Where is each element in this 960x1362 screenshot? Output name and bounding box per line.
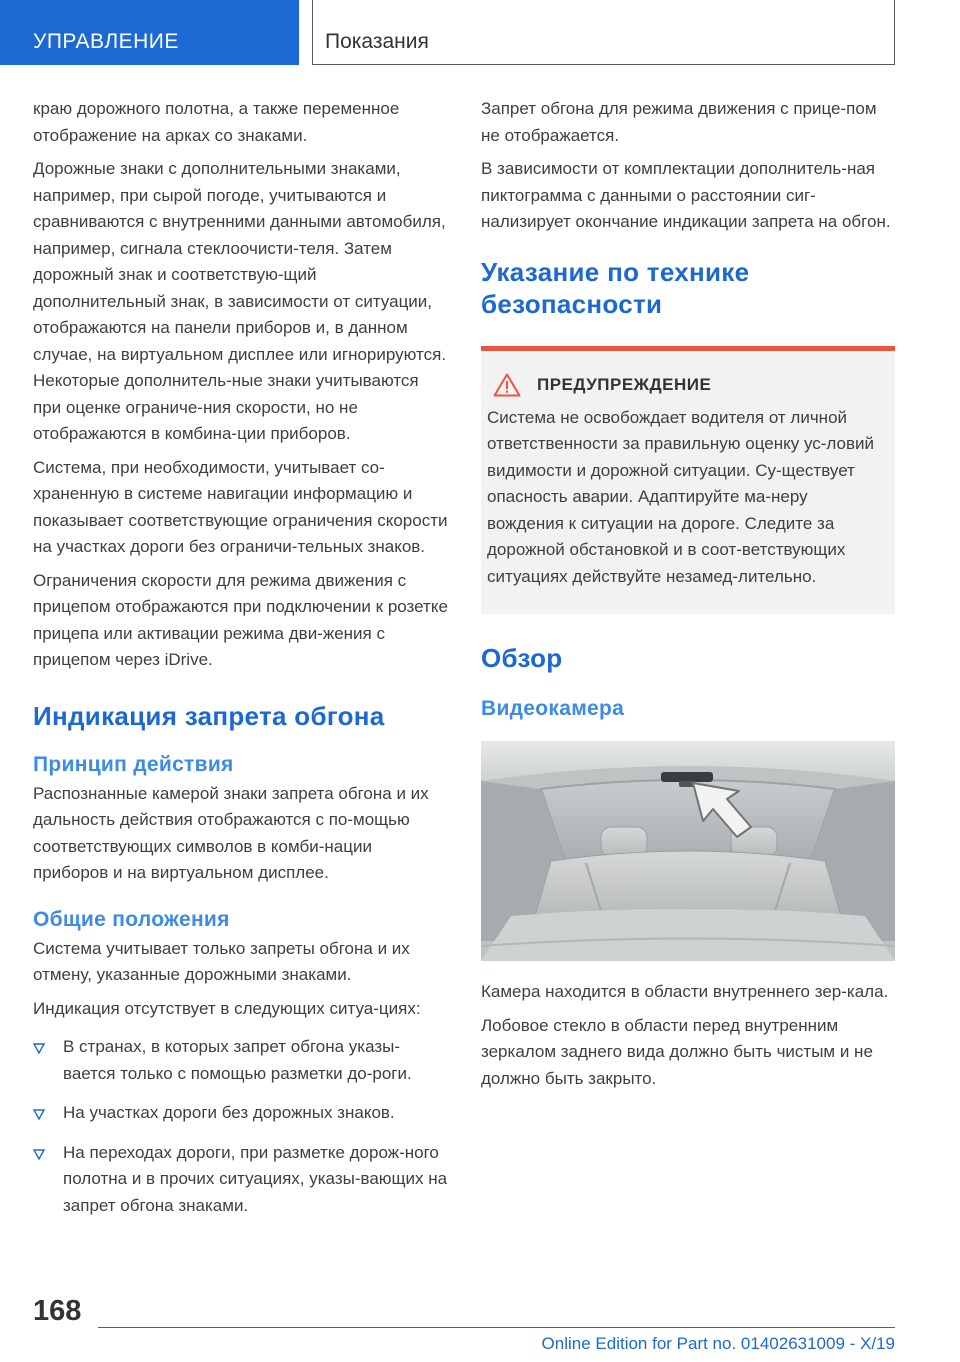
- paragraph: Система, при необходимости, учитывает со-храненную в системе навигации информацию и показывает соответствующие ограничения скорости на участках дороги без ограничи-тельных знаков.: [33, 457, 448, 556]
- right-column: [481, 96, 895, 1099]
- list-item-text: На переходах дороги, при разметке дорож-ного полотна и в прочих ситуациях, указы-вающих на запрет обгона знаками.: [63, 1142, 448, 1215]
- warning-title: ПРЕДУПРЕЖДЕНИЕ: [537, 374, 712, 394]
- paragraph: Лобовое стекло в области перед внутренним зеркалом заднего вида должно быть чистым и не должно быть закрыто.: [481, 1015, 873, 1088]
- situations-list: [33, 1034, 448, 1219]
- heading-general: Общие положения: [33, 907, 230, 931]
- paragraph: Запрет обгона для режима движения с прице-пом не отображается.: [481, 99, 877, 145]
- footer-edition-link[interactable]: Online Edition for Part no. 01402631009 - X/19: [541, 1334, 895, 1353]
- paragraph: В зависимости от комплектации дополнитель-ная пиктограмма с данными о расстоянии сиг-нализирует окончание индикации запрета на обгон.: [481, 159, 891, 231]
- camera-location-image: [481, 741, 895, 961]
- topic-title: Показания: [312, 0, 895, 65]
- heading-overview: Обзор: [481, 643, 563, 673]
- heading-safety: Указание по технике безопасности: [481, 256, 750, 319]
- heading-camera: Видеокамера: [481, 697, 625, 720]
- list-item-text: На участках дороги без дорожных знаков.: [63, 1103, 395, 1122]
- warning-header: [489, 373, 889, 397]
- paragraph: Индикация отсутствует в следующих ситуа-циях:: [33, 998, 421, 1018]
- triangle-bullet-icon: [33, 1043, 45, 1054]
- heading-no-overtaking: Индикация запрета обгона: [33, 700, 385, 731]
- paragraph: Распознанные камерой знаки запрета обгона и их дальность действия отображаются с по-мощью соответствующих символов в комби-нации приборов и на виртуальном дисплее.: [33, 783, 429, 882]
- triangle-bullet-icon: [33, 1149, 45, 1160]
- paragraph: Дорожные знаки с дополнительными знаками, например, при сырой погоде, учитываются и сравниваются с внутренними данными автомобиля, например, сигнала стеклоочисти-теля. Затем дорожный знак и соответствую-щий дополнительный знак, в зависимости от ситуации, отображаются на панели приборов и, в данном случае, на виртуальном дисплее или игнорируются. Некоторые дополнитель-ные знаки учитываются при оценке ограниче-ния скорости, но не отображаются в комбина-ции приборов.: [33, 159, 447, 443]
- page-number: 168: [33, 1295, 82, 1327]
- list-item: [33, 1034, 448, 1087]
- list-item: [33, 1100, 448, 1127]
- triangle-bullet-icon: [33, 1109, 45, 1120]
- left-column: [33, 96, 448, 1232]
- paragraph: Ограничения скорости для режима движения с прицепом отображаются при подключении к розетке прицепа или активации режима дви-жения с прицепом через iDrive.: [33, 570, 448, 669]
- heading-principle: Принцип действия: [33, 752, 234, 776]
- paragraph: Система учитывает только запреты обгона и их отмену, указанные дорожными знаками.: [33, 938, 410, 984]
- warning-text: Система не освобождает водителя от личной ответственности за правильную оценку ус-ловий видимости и дорожной ситуации. Су-ществует опасность аварии. Адаптируйте ма-неру вождения к ситуации на дороге. Следите за дорожной обстановкой и в соот-ветствующих ситуациях действуйте незамед-лительно.: [487, 407, 875, 586]
- paragraph: краю дорожного полотна, а также переменное отображение на арках со знаками.: [33, 99, 400, 145]
- warning-box: [481, 346, 895, 615]
- section-tab[interactable]: УПРАВЛЕНИЕ: [0, 0, 299, 65]
- warning-triangle-icon: [493, 373, 521, 397]
- paragraph: Камера находится в области внутреннего зер-кала.: [481, 982, 889, 1001]
- list-item-text: В странах, в которых запрет обгона указы-вается только с помощью разметки до-роги.: [63, 1037, 412, 1083]
- list-item: [33, 1140, 448, 1220]
- footer-divider: [98, 1327, 895, 1328]
